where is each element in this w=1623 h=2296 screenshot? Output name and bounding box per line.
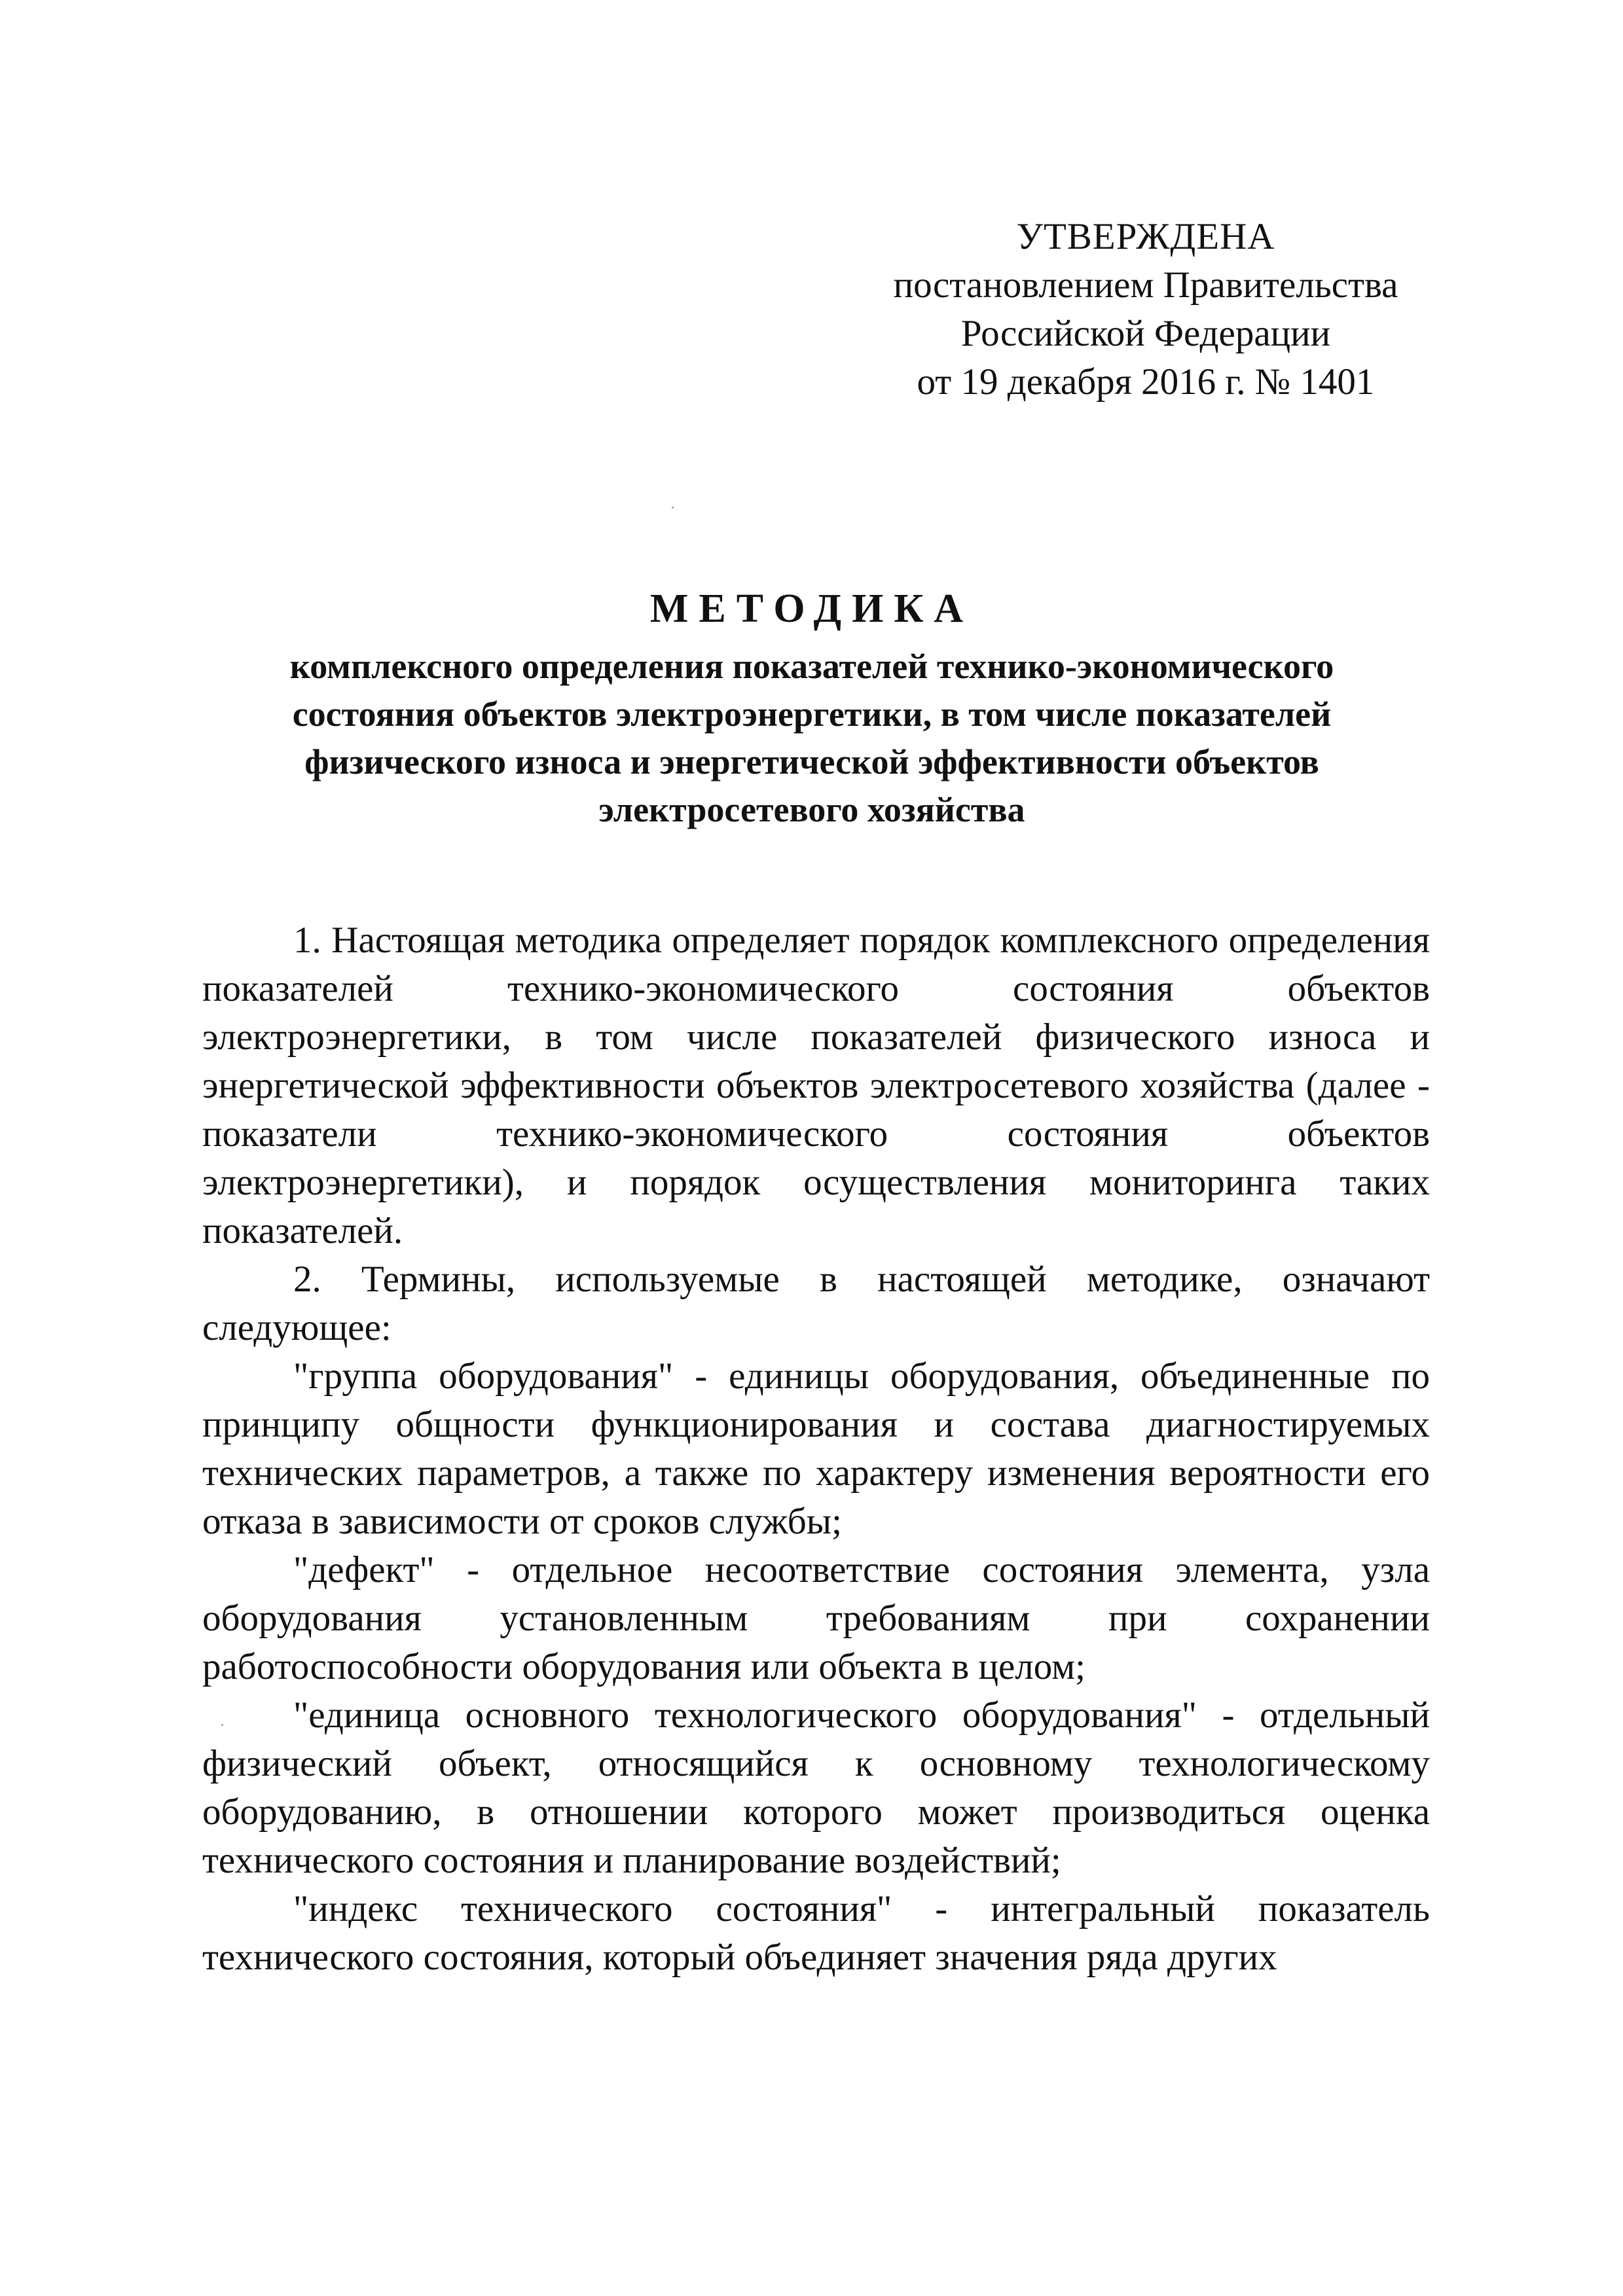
subtitle-line: физического износа и энергетической эффективности объектов <box>304 742 1319 781</box>
approval-line-date-number: от 19 декабря 2016 г. № 1401 <box>917 361 1375 403</box>
approval-line-decree: постановлением Правительства <box>893 264 1398 306</box>
subtitle-line: электросетевого хозяйства <box>598 790 1025 829</box>
subtitle-line: состояния объектов электроэнергетики, в том числе показателей <box>292 694 1332 734</box>
document-subtitle <box>196 643 1427 834</box>
definition-equipment-group: "группа оборудования" - единицы оборудования, объединенные по принципу общности функционирования и состава диагностируемых технических параметров, а также по характеру изменения вероятности его отказа в зависимости от сроков службы; <box>202 1355 1430 1542</box>
document-title: МЕТОДИКА <box>649 586 974 631</box>
scan-speck <box>221 1724 223 1726</box>
definition-equipment-unit: "единица основного технологического оборудования" - отдельный физический объект, относящийся к основному технологическому оборудованию, в отношении которого может производиться оценка технического состояния и планирование воздействий; <box>202 1695 1430 1881</box>
subtitle-line: комплексного определения показателей технико-экономического <box>289 647 1334 686</box>
paragraph-2-terms: 2. Термины, используемые в настоящей методике, означают следующее: <box>202 1259 1430 1348</box>
definition-condition-index: "индекс технического состояния" - интегральный показатель технического состояния, который объединяет значения ряда других <box>202 1888 1430 1978</box>
approval-heading: УТВЕРЖДЕНА <box>1016 216 1275 257</box>
definition-defect: "дефект" - отдельное несоответствие состояния элемента, узла оборудования установленным требованиям при сохранении работоспособности оборудования или объекта в целом; <box>202 1549 1430 1687</box>
approval-line-federation: Российской Федерации <box>960 313 1331 354</box>
title-block <box>196 583 1427 834</box>
paragraph-1-scope: 1. Настоящая методика определяет порядок комплексного определения показателей технико-экономического состояния объектов электроэнергетики, в том числе показателей физического износа и энергетической эффективности объектов электросетевого хозяйства (далее - показатели технико-экономического состояния объектов электроэнергетики), и порядок осуществления мониторинга таких показателей. <box>202 920 1430 1251</box>
document-body <box>202 916 1430 1982</box>
scan-speck <box>672 507 674 509</box>
approval-stamp <box>851 213 1440 406</box>
